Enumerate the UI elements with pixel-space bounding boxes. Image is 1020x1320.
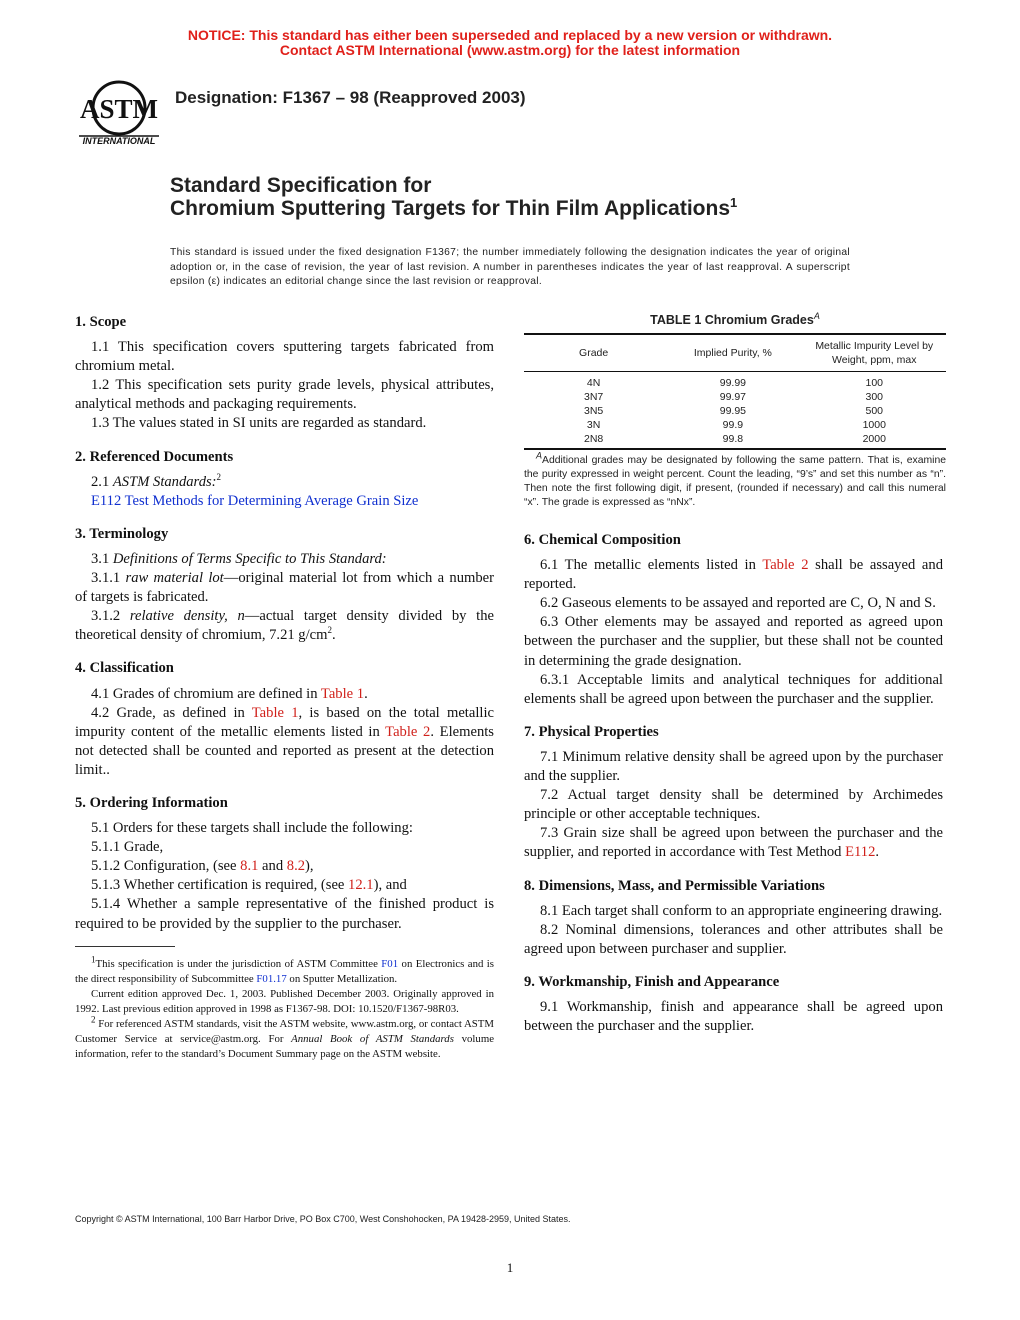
footnote-divider (75, 946, 175, 947)
left-column (75, 313, 494, 934)
paragraph (75, 819, 494, 838)
table-cell: 100 (865, 377, 884, 389)
table-cell: 99.99 (719, 377, 747, 389)
text-run: 3.1.2 (91, 608, 130, 625)
text-run: 5.1.1 Grade, (91, 839, 164, 856)
table-row (524, 404, 946, 418)
text-run: 6.3.1 Acceptable limits and analytical techniques for additional elements shall be agreed upon between the purchaser and the supplier. (524, 671, 943, 707)
text-run: on Sputter Metallization. (286, 973, 398, 985)
text-run: raw material lot (125, 570, 224, 587)
text-run: Definitions of Terms Specific to This Standard: (112, 550, 387, 567)
footnote-ref[interactable]: 2 (327, 625, 332, 636)
table-cell: 99.97 (719, 391, 747, 403)
cross-reference-link[interactable]: Table 2 (385, 723, 431, 740)
paragraph (75, 376, 494, 414)
text-run: 2.1 (91, 473, 113, 490)
paragraph (75, 607, 494, 645)
table-1 (524, 310, 946, 510)
column-header: Metallic Impurity Level by Weight, ppm, max (803, 334, 947, 372)
section-heading: 7. Physical Properties (524, 723, 659, 740)
paragraph (75, 838, 494, 857)
copyright: Copyright © ASTM International, 100 Barr Harbor Drive, PO Box C700, West Conshohocken, PA 19428-2959, United States. (75, 1214, 571, 1224)
table-cell: 2000 (862, 433, 886, 445)
text-run: 4.2 Grade, as defined in (91, 704, 252, 721)
footnote-ref[interactable]: 1 (91, 954, 96, 965)
text-run: , is based on the total metallic impurity content of the metallic elements listed in (75, 704, 494, 740)
text-run: —actual target density divided by the theoretical density of chromium, 7.21 g/cm (75, 608, 494, 644)
section-heading: 2. Referenced Documents (75, 448, 234, 465)
table-cell: 2N8 (583, 433, 604, 445)
paragraph (75, 704, 494, 780)
cross-reference-link[interactable]: E112 (845, 844, 876, 861)
text-run: relative density, n (129, 608, 245, 625)
paragraph (75, 1014, 495, 1062)
paragraph (524, 748, 943, 786)
cross-reference-link[interactable]: Table 1 (251, 704, 299, 721)
text-run: and (258, 858, 287, 875)
footnote-ref[interactable]: 2 (91, 1014, 96, 1025)
cross-reference-link[interactable]: F01.17 (256, 973, 287, 985)
text-run: 3.1.1 (91, 570, 126, 587)
section-heading: 3. Terminology (75, 525, 169, 542)
paragraph (75, 569, 494, 607)
text-run: . (364, 685, 368, 702)
text-run: . Elements not detected shall be counted and reported as present at the detection limit.. (75, 723, 494, 778)
table-cell: 4N (586, 377, 601, 389)
text-run: 1.1 This specification covers sputtering targets fabricated from chromium metal. (75, 339, 494, 375)
svg-text:ASTM: ASTM (79, 94, 159, 124)
table-cell: 3N (586, 419, 601, 431)
section-heading: 9. Workmanship, Finish and Appearance (524, 973, 780, 990)
cross-reference-link[interactable]: F01 (381, 958, 399, 970)
column-header: Implied Purity, % (663, 334, 802, 372)
paragraph (524, 556, 943, 594)
paragraph (75, 473, 494, 492)
text-run: 7.1 Minimum relative density shall be agreed upon by the purchaser and the supplier. (524, 748, 943, 785)
text-run: 6.3 Other elements may be assayed and reported as agreed upon between the purchaser and the supplier, but these shall not be counted in determining the grade designation. (524, 614, 943, 669)
text-run: Current edition approved Dec. 1, 2003. Published December 2003. Originally approved in 1992. Last previous edition approved in 1998 as F1367-98. DOI: 10.1520/F1367-98R03. (75, 988, 494, 1015)
text-run: 5.1.4 Whether a sample representative of the finished product is required to be provided by the supplier to the purchaser. (75, 896, 494, 932)
cross-reference-link[interactable]: 8.1 (240, 858, 259, 875)
text-run: 7.3 Grain size shall be agreed upon between the purchaser and the supplier, and reported in accordance with Test Method (524, 825, 943, 861)
table-cell: 300 (865, 391, 884, 403)
cross-reference-link[interactable]: Table 2 (762, 557, 809, 574)
paragraph (524, 613, 943, 670)
table-row (524, 390, 946, 404)
table-cell: 99.9 (722, 419, 744, 431)
title-line-1: Standard Specification for (170, 174, 432, 197)
paragraph (524, 998, 943, 1036)
paragraph (75, 492, 494, 511)
paragraph (524, 824, 943, 862)
table-caption: TABLE 1 Chromium Grades$^A$ (650, 310, 820, 327)
paragraph (524, 902, 943, 921)
text-run: 1.2 This specification sets purity grade levels, physical attributes, analytical methods and packaging requirements. (75, 377, 494, 413)
table-cell: 1000 (862, 419, 886, 431)
text-run: Annual Book of ASTM Standards (291, 1033, 454, 1045)
table-row (524, 418, 946, 432)
text-run: 6.2 Gaseous elements to be assayed and reported are C, O, N and S. (540, 595, 936, 612)
paragraph (75, 987, 494, 1017)
paragraph (75, 414, 494, 433)
svg-text:INTERNATIONAL: INTERNATIONAL (82, 136, 156, 146)
paragraph (75, 550, 494, 569)
text-run: 7.2 Actual target density shall be determined by Archimedes principle or other acceptable techniques. (524, 787, 943, 823)
text-run: 8.1 Each target shall conform to an appropriate engineering drawing. (540, 902, 943, 919)
text-run: on Electronics and is the direct responsibility of Subcommittee (75, 958, 494, 985)
text-run: 5.1 Orders for these targets shall include the following: (91, 820, 413, 837)
paragraph (75, 954, 494, 987)
text-run: ), and (373, 877, 407, 894)
text-run: 1.3 The values stated in SI units are regarded as standard. (91, 415, 427, 432)
table-note: $^A$Additional grades may be designated by following the same pattern. That is, examine the purity expressed in weight percent. Count the leading, “9’s” and set this number as “n”. Then note the first following digit, if present, (rounded if necessary) and call this numeral “x”. The grade is expressed as “nNx”. (524, 450, 946, 508)
cross-reference-link[interactable]: 12.1 (348, 877, 374, 894)
cross-reference-link[interactable]: E112 Test Methods for Determining Average Grain Size (91, 492, 419, 509)
text-run: For referenced ASTM standards, visit the ASTM website, www.astm.org, or contact ASTM Customer Service at service@astm.org. For (75, 1018, 494, 1045)
section-heading: 5. Ordering Information (75, 794, 228, 811)
title-line-2 (170, 197, 737, 221)
footnote-ref[interactable]: 2 (216, 471, 222, 482)
page-number: 1 (506, 1260, 514, 1275)
paragraph (524, 921, 943, 959)
footnotes (75, 954, 495, 1062)
section-heading: 6. Chemical Composition (524, 532, 681, 548)
text-run: . (332, 627, 336, 644)
section-heading: 1. Scope (75, 314, 127, 330)
table-row (524, 372, 946, 391)
notice-line-1: NOTICE: This standard has either been superseded and replaced by a new version or withdrawn. (187, 27, 833, 43)
text-run: 5.1.3 Whether certification is required, (see (91, 877, 349, 894)
table-row (524, 432, 946, 449)
text-run: ), (305, 858, 314, 875)
section-heading: 8. Dimensions, Mass, and Permissible Variations (524, 877, 825, 894)
grades-table (524, 333, 946, 450)
paragraph (524, 671, 943, 709)
text-run: 8.2 Nominal dimensions, tolerances and other attributes shall be agreed upon between purchaser and supplier. (524, 921, 943, 957)
text-run: —original material lot from which a number of targets is fabricated. (75, 570, 494, 606)
text-run: . (875, 844, 880, 861)
cross-reference-link[interactable]: Table 1 (320, 685, 365, 702)
text-run: 3.1 (91, 550, 113, 567)
paragraph (75, 685, 494, 704)
text-run: 9.1 Workmanship, finish and appearance shall be agreed upon between the purchaser and the supplier. (524, 998, 943, 1035)
intro-paragraph: This standard is issued under the fixed designation F1367; the number immediately following the designation indicates the year of original adoption or, in the case of revision, the year of last revision. A number in parentheses indicates the year of last reapproval. A superscript epsilon (ε) indicates an editorial change since the last revision or reapproval. (170, 247, 850, 287)
paragraph (524, 594, 943, 613)
right-column (524, 531, 943, 1036)
paragraph (75, 876, 494, 895)
table-cell: 99.95 (719, 405, 747, 417)
paragraph (524, 786, 943, 824)
text-run: shall be assayed and reported. (524, 557, 944, 593)
table-cell: 500 (865, 405, 884, 417)
column-header: Grade (524, 334, 663, 372)
notice-line-2[interactable]: Contact ASTM International (www.astm.org) for the latest information (279, 42, 741, 58)
text-run: 5.1.2 Configuration, (see (91, 858, 241, 875)
table-cell: 99.8 (722, 433, 744, 445)
section-heading: 4. Classification (75, 660, 174, 677)
designation: Designation: F1367 – 98 (Reapproved 2003) (175, 88, 526, 107)
title-text: Chromium Sputtering Targets for Thin Film Applications (170, 197, 731, 220)
text-run: volume information, refer to the standard’s Document Summary page on the ASTM website. (75, 1033, 495, 1060)
table-cell: 3N5 (583, 405, 604, 417)
paragraph (75, 857, 494, 876)
astm-logo (76, 78, 162, 148)
paragraph (75, 895, 494, 933)
text-run: 6.1 The metallic elements listed in (540, 557, 763, 574)
title-footnote-ref[interactable]: 1 (730, 195, 738, 210)
text-run: ASTM Standards: (112, 473, 217, 490)
text-run: 4.1 Grades of chromium are defined in (91, 685, 321, 702)
table-cell: 3N7 (583, 391, 604, 403)
cross-reference-link[interactable]: 8.2 (286, 858, 306, 875)
text-run: This specification is under the jurisdiction of ASTM Committee (95, 958, 382, 970)
paragraph (75, 338, 494, 376)
